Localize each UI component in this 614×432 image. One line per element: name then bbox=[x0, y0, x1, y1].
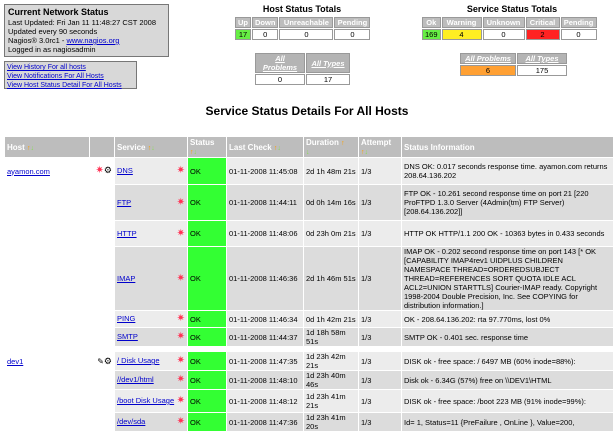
service-link[interactable]: / Disk Usage bbox=[117, 356, 160, 365]
host-notes-icon[interactable]: ✎ bbox=[97, 356, 104, 366]
host-icons-cell bbox=[90, 158, 114, 184]
service-cell bbox=[115, 158, 187, 184]
host-link-dev1[interactable]: dev1 bbox=[7, 356, 24, 366]
table-row bbox=[5, 390, 613, 412]
service-status-table bbox=[4, 136, 614, 432]
service-alert-icon[interactable]: ✷ bbox=[176, 196, 185, 208]
service-link[interactable]: /boot Disk Usage bbox=[117, 396, 175, 405]
logged-in-text: Logged in as nagiosadmin bbox=[8, 45, 96, 54]
table-row bbox=[5, 352, 613, 370]
navigation-links-box bbox=[4, 61, 137, 89]
column-header-status[interactable]: Status ↑↓ bbox=[188, 137, 226, 157]
status-info-cell: FTP OK - 10.261 second response time on port 21 [220 ProFTPD 1.3.0 Server (4Admin(tm) FTP Server) [208.64.136.202]] bbox=[402, 185, 613, 220]
status-cell: OK bbox=[188, 221, 226, 246]
nagios-link[interactable]: www.nagios.org bbox=[66, 36, 120, 45]
attempt-cell: 1/3 bbox=[359, 371, 401, 389]
service-pending-count: 0 bbox=[561, 29, 597, 40]
host-all-types-header[interactable]: All Types bbox=[306, 53, 350, 73]
status-info-box bbox=[4, 4, 169, 57]
host-alert-icon[interactable]: ✷ bbox=[95, 165, 104, 176]
column-header-service[interactable]: Service ↑↓ bbox=[115, 137, 187, 157]
host-down-header[interactable]: Down bbox=[252, 17, 278, 28]
host-cell bbox=[5, 221, 89, 246]
duration-cell: 0d 0h 14m 16s bbox=[304, 185, 358, 220]
service-alert-icon[interactable]: ✷ bbox=[176, 313, 185, 324]
status-cell: OK bbox=[188, 352, 226, 370]
service-cell bbox=[115, 371, 187, 389]
table-row bbox=[5, 221, 613, 246]
duration-cell: 2d 1h 46m 51s bbox=[304, 247, 358, 310]
host-icons-cell bbox=[90, 247, 114, 310]
status-cell: OK bbox=[188, 390, 226, 412]
host-all-problems-header[interactable]: All Problems bbox=[255, 53, 305, 73]
host-up-header[interactable]: Up bbox=[235, 17, 251, 28]
link-history-all-hosts[interactable]: View History For all hosts bbox=[7, 64, 86, 71]
host-cell bbox=[5, 352, 89, 370]
status-info-cell: DNS OK: 0.017 seconds response time. ayamon.com returns 208.64.136.202 bbox=[402, 158, 613, 184]
sort-arrows-icon[interactable]: ↑ bbox=[273, 144, 278, 152]
last-check-cell: 01-11-2008 11:48:12 bbox=[227, 390, 303, 412]
attempt-cell: 1/3 bbox=[359, 413, 401, 431]
service-totals-table bbox=[421, 16, 598, 41]
host-logo-icon[interactable]: ⚙ bbox=[103, 355, 112, 366]
status-cell: OK bbox=[188, 158, 226, 184]
host-cell bbox=[5, 158, 89, 184]
column-header-status-information: Status Information bbox=[402, 137, 613, 157]
table-row bbox=[5, 371, 613, 389]
service-alert-icon[interactable]: ✷ bbox=[176, 395, 185, 406]
status-cell: OK bbox=[188, 328, 226, 346]
service-link[interactable]: SMTP bbox=[117, 332, 138, 341]
last-check-cell: 01-11-2008 11:45:08 bbox=[227, 158, 303, 184]
service-ok-count: 169 bbox=[422, 29, 441, 40]
status-info-cell: SMTP OK - 0.401 sec. response time bbox=[402, 328, 613, 346]
service-alert-icon[interactable]: ✷ bbox=[176, 227, 185, 239]
service-cell bbox=[115, 328, 187, 346]
host-totals-table bbox=[234, 16, 371, 41]
table-row bbox=[5, 247, 613, 310]
last-check-cell: 01-11-2008 11:46:34 bbox=[227, 311, 303, 327]
service-alert-icon[interactable]: ✷ bbox=[176, 374, 185, 385]
service-warning-header[interactable]: Warning bbox=[442, 17, 482, 28]
service-unknown-header[interactable]: Unknown bbox=[483, 17, 525, 28]
service-link[interactable]: PING bbox=[117, 314, 136, 323]
sort-arrows-icon[interactable]: ↑ bbox=[147, 144, 152, 152]
status-info-cell: DISK ok - free space: / 6497 MB (60% inode=88%): bbox=[402, 352, 613, 370]
service-problems-table bbox=[459, 52, 568, 77]
table-row bbox=[5, 311, 613, 327]
host-icons-cell bbox=[90, 311, 114, 327]
attempt-cell: 1/3 bbox=[359, 390, 401, 412]
column-header-duration[interactable]: Duration ↑ ↓ bbox=[304, 137, 358, 157]
host-icons-cell bbox=[90, 371, 114, 389]
update-frequency-text: Updated every 90 seconds bbox=[8, 27, 98, 36]
host-all-problems-count: 0 bbox=[255, 74, 305, 85]
host-down-count: 0 bbox=[252, 29, 278, 40]
service-ok-header[interactable]: Ok bbox=[422, 17, 441, 28]
service-cell bbox=[115, 185, 187, 220]
column-header-attempt[interactable]: Attempt ↑↓ bbox=[359, 137, 401, 157]
service-cell bbox=[115, 221, 187, 246]
host-icons-cell bbox=[90, 221, 114, 246]
last-check-cell: 01-11-2008 11:47:36 bbox=[227, 413, 303, 431]
service-alert-icon[interactable]: ✷ bbox=[176, 165, 185, 176]
host-unreachable-header[interactable]: Unreachable bbox=[279, 17, 333, 28]
service-details-title: Service Status Details For All Hosts bbox=[205, 104, 409, 118]
service-cell bbox=[115, 247, 187, 310]
host-cell bbox=[5, 328, 89, 346]
link-notifications-all-hosts[interactable]: View Notifications For All Hosts bbox=[7, 73, 104, 80]
service-link[interactable]: FTP bbox=[117, 197, 132, 207]
table-row bbox=[5, 328, 613, 346]
service-link[interactable]: DNS bbox=[117, 166, 133, 175]
host-icons-cell bbox=[90, 328, 114, 346]
service-unknown-count: 0 bbox=[483, 29, 525, 40]
last-check-cell: 01-11-2008 11:44:37 bbox=[227, 328, 303, 346]
column-header-icons bbox=[90, 137, 114, 157]
service-all-types-header[interactable]: All Types bbox=[517, 53, 567, 64]
host-cell bbox=[5, 371, 89, 389]
sort-arrows-icon[interactable]: ↑ bbox=[361, 149, 365, 156]
status-info-cell: OK - 208.64.136.202: rta 97.770ms, lost 0% bbox=[402, 311, 613, 327]
service-cell bbox=[115, 390, 187, 412]
host-cell bbox=[5, 311, 89, 327]
duration-cell: 2d 1h 48m 21s bbox=[304, 158, 358, 184]
host-pending-count: 0 bbox=[334, 29, 370, 40]
table-row bbox=[5, 413, 613, 431]
status-info-cell: IMAP OK - 0.202 second response time on port 143 [* OK [CAPABILITY IMAP4rev1 UIDPLUS CHILDREN NAMESPACE THREAD=ORDEREDSUBJECT THREAD=REFERENCES SORT QUOTA IDLE ACL ACL2=UNION STARTTLS] Courier-IMAP ready. Copyright 1998-2004 Double Precision, Inc. See COPYING for distribution information.] bbox=[402, 247, 613, 310]
last-updated-text: Last Updated: Fri Jan 11 11:48:27 CST 2008 bbox=[8, 18, 157, 27]
service-warning-count: 4 bbox=[442, 29, 482, 40]
service-alert-icon[interactable]: ✷ bbox=[176, 272, 185, 284]
service-all-types-count: 175 bbox=[517, 65, 567, 76]
service-alert-icon[interactable]: ✷ bbox=[176, 416, 185, 427]
host-icons-cell bbox=[90, 352, 114, 370]
service-all-problems-header[interactable]: All Problems bbox=[460, 53, 516, 64]
duration-cell: 1d 18h 58m 51s bbox=[304, 328, 358, 346]
attempt-cell: 1/3 bbox=[359, 352, 401, 370]
status-cell: OK bbox=[188, 413, 226, 431]
service-critical-count: 2 bbox=[526, 29, 560, 40]
last-check-cell: 01-11-2008 11:47:35 bbox=[227, 352, 303, 370]
service-pending-header[interactable]: Pending bbox=[561, 17, 597, 28]
host-cell bbox=[5, 185, 89, 220]
attempt-cell: 1/3 bbox=[359, 158, 401, 184]
duration-cell: 0d 1h 42m 21s bbox=[304, 311, 358, 327]
column-header-last-check[interactable]: Last Check ↑↓ bbox=[227, 137, 303, 157]
version-prefix: Nagios® 3.0rc1 - bbox=[8, 36, 67, 45]
service-cell bbox=[115, 352, 187, 370]
status-info-cell: HTTP OK HTTP/1.1 200 OK - 10363 bytes in 0.433 seconds bbox=[402, 221, 613, 246]
host-group-spacer bbox=[5, 347, 613, 351]
attempt-cell: 1/3 bbox=[359, 185, 401, 220]
duration-cell: 1d 23h 41m 21s bbox=[304, 390, 358, 412]
column-header-host[interactable]: Host ↑↓ bbox=[5, 137, 89, 157]
duration-cell: 0d 23h 0m 21s bbox=[304, 221, 358, 246]
host-icons-cell bbox=[90, 390, 114, 412]
attempt-cell: 1/3 bbox=[359, 221, 401, 246]
service-alert-icon[interactable]: ✷ bbox=[176, 355, 185, 366]
host-icons-cell bbox=[90, 413, 114, 431]
host-cell bbox=[5, 247, 89, 310]
link-host-status-detail[interactable]: View Host Status Detail For All Hosts bbox=[7, 82, 122, 89]
service-alert-icon[interactable]: ✷ bbox=[176, 331, 185, 342]
version-text bbox=[8, 36, 165, 45]
service-link[interactable]: HTTP bbox=[117, 228, 137, 238]
status-cell: OK bbox=[188, 371, 226, 389]
last-check-cell: 01-11-2008 11:44:11 bbox=[227, 185, 303, 220]
sort-arrows-icon[interactable]: ↑ bbox=[341, 140, 345, 147]
sort-arrows-icon[interactable]: ↑ bbox=[27, 144, 31, 152]
service-cell bbox=[115, 311, 187, 327]
status-info-cell: DISK ok - free space: /boot 223 MB (91% inode=99%): bbox=[402, 390, 613, 412]
duration-cell: 1d 23h 42m 21s bbox=[304, 352, 358, 370]
table-row bbox=[5, 158, 613, 184]
host-up-count: 17 bbox=[235, 29, 251, 40]
page-title: Current Network Status bbox=[8, 7, 109, 17]
table-row bbox=[5, 185, 613, 220]
duration-cell: 1d 23h 41m 20s bbox=[304, 413, 358, 431]
host-icons-cell bbox=[90, 185, 114, 220]
service-link[interactable]: /dev/sda bbox=[117, 417, 146, 426]
status-cell: OK bbox=[188, 311, 226, 327]
host-problems-table bbox=[254, 52, 351, 86]
host-cell bbox=[5, 390, 89, 412]
last-check-cell: 01-11-2008 11:48:10 bbox=[227, 371, 303, 389]
sort-arrows-icon[interactable]: ↑ bbox=[190, 149, 194, 156]
last-check-cell: 01-11-2008 11:46:36 bbox=[227, 247, 303, 310]
host-logo-icon[interactable]: ⚙ bbox=[103, 165, 112, 175]
status-cell: OK bbox=[188, 247, 226, 310]
service-cell bbox=[115, 413, 187, 431]
service-totals-title: Service Status Totals bbox=[466, 4, 558, 14]
host-all-types-count: 17 bbox=[306, 74, 350, 85]
duration-cell: 1d 23h 40m 46s bbox=[304, 371, 358, 389]
service-critical-header[interactable]: Critical bbox=[526, 17, 560, 28]
service-link[interactable]: //dev1/html bbox=[117, 375, 154, 384]
service-link[interactable]: IMAP bbox=[117, 273, 136, 283]
host-unreachable-count: 0 bbox=[279, 29, 333, 40]
host-link-ayamon[interactable]: ayamon.com bbox=[7, 166, 50, 176]
attempt-cell: 1/3 bbox=[359, 311, 401, 327]
status-cell: OK bbox=[188, 185, 226, 220]
host-totals-title: Host Status Totals bbox=[262, 4, 342, 14]
attempt-cell: 1/3 bbox=[359, 247, 401, 310]
host-pending-header[interactable]: Pending bbox=[334, 17, 370, 28]
status-info-cell: Disk ok - 6.34G (57%) free on \\DEV1\HTML bbox=[402, 371, 613, 389]
status-info-cell: Id= 1, Status=11 {PreFailure , OnLine }, Value=200, bbox=[402, 413, 613, 431]
service-all-problems-count: 6 bbox=[460, 65, 516, 76]
attempt-cell: 1/3 bbox=[359, 328, 401, 346]
last-check-cell: 01-11-2008 11:48:06 bbox=[227, 221, 303, 246]
host-cell bbox=[5, 413, 89, 431]
